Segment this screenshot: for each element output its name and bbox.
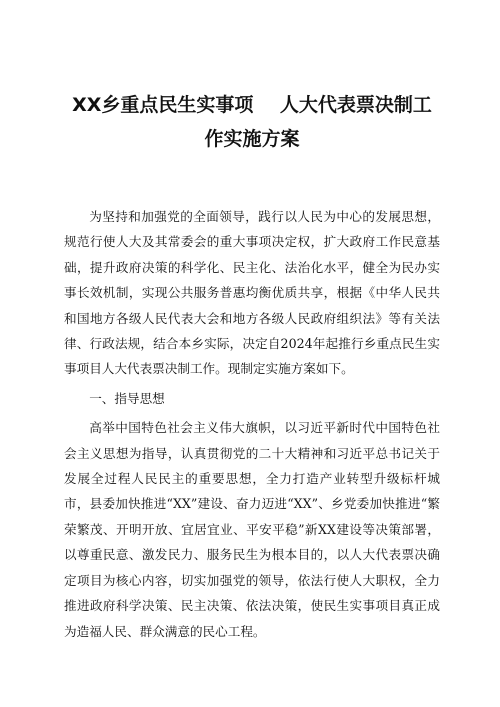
title-line-2: 作实施方案: [204, 128, 300, 150]
document-title: [64, 88, 440, 156]
section-heading-guiding-ideology: 一、指导思想: [89, 390, 165, 406]
section-paragraph-guiding-ideology: 高举中国特色社会主义伟大旗帜，以习近平新时代中国特色社会主义思想为指导，认真贯彻党的二十大精神和习近平总书记关于发展全过程人民民主的重要思想，全力打造产业转型升级标杆城市，县委加快推进“XX”建设、奋力迈进“XX”、乡党委加快推进“繁荣繁茂、开明开放、宜居宜业、平安平稳”新XX建设等决策部署，以尊重民意、激发民力、服务民生为根本目的，以人大代表票决确定项目为核心内容，切实加强党的领导，依法行使人大职权，全力推进政府科学决策、民主决策、依法决策，使民生实事项目真正成为造福人民、群众满意的民心工程。: [64, 420, 440, 639]
title-line-1: XX乡重点民生实事项 人大代表票决制工: [72, 94, 432, 116]
intro-paragraph: 为坚持和加强党的全面领导，践行以人民为中心的发展思想，规范行使人大及其常委会的重大事项决定权，扩大政府工作民意基础，提升政府决策的科学化、民主化、法治化水平，健全为民办实事长效机制，实现公共服务普惠均衡优质共享，根据《中华人民共和国地方各级人民代表大会和地方各级人民政府组织法》等有关法律、行政法规，结合本乡实际，决定自2024年起推行乡重点民生实事项目人大代表票决制工作。现制定实施方案如下。: [64, 209, 440, 377]
